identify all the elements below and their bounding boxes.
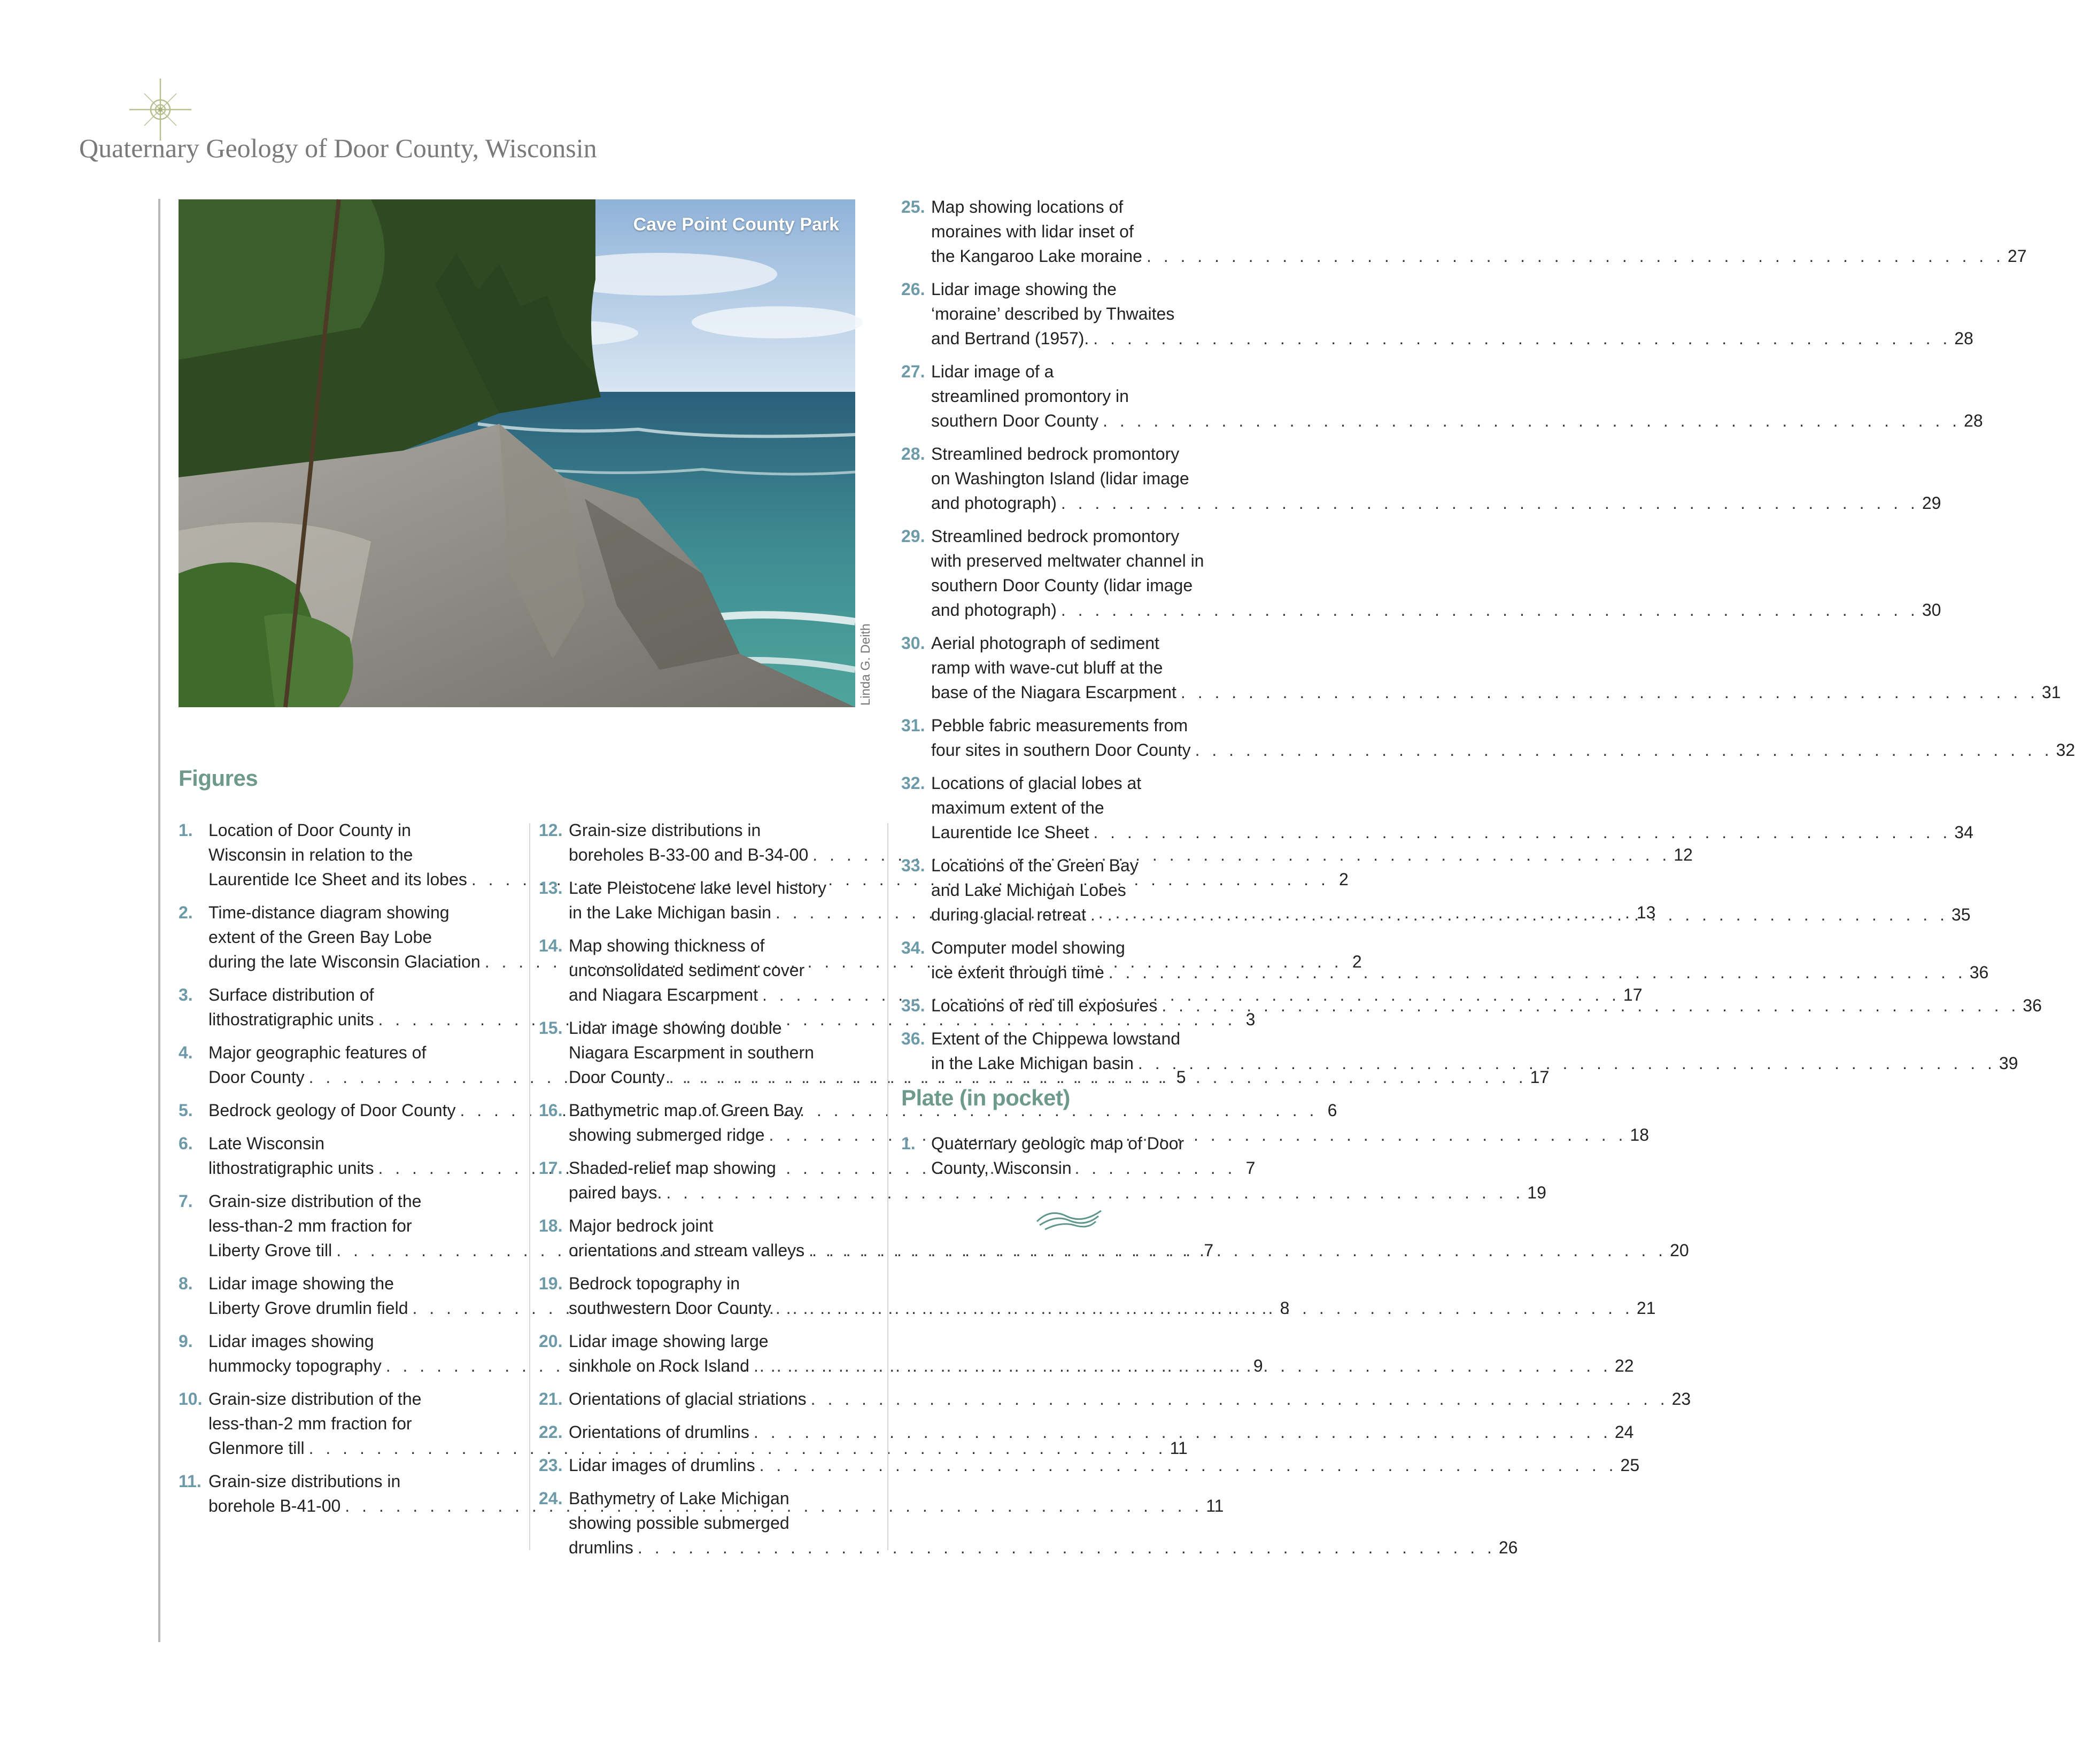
- page-number: 30: [1922, 600, 1941, 620]
- entry-number: 28.: [901, 444, 925, 463]
- figure-entry: [901, 442, 1941, 515]
- entry-number: 34.: [901, 938, 925, 957]
- entry-number: 19.: [539, 1274, 563, 1293]
- figure-entry: [901, 195, 2027, 268]
- page-number: 17: [1623, 985, 1643, 1004]
- page-number: 28: [1954, 329, 1973, 348]
- entry-line: Streamlined bedrock promontory: [931, 527, 1180, 546]
- entry-line: Laurentide Ice Sheet and its lobes: [208, 870, 467, 889]
- entry-line: Liberty Grove till: [208, 1241, 332, 1260]
- entry-text: [569, 1329, 1634, 1378]
- entry-line: Quaternary geologic map of Door: [931, 1134, 1184, 1153]
- entry-last-line: [569, 1353, 1634, 1378]
- entry-number: 16.: [539, 1101, 563, 1120]
- entry-last-line: [569, 1453, 1639, 1477]
- entry-line: Shaded-relief map showing: [569, 1158, 776, 1178]
- entry-number: 14.: [539, 936, 563, 955]
- leader-dots: [1134, 1051, 1996, 1076]
- entry-last-line: [931, 820, 1973, 845]
- page-number: 3: [1245, 1010, 1256, 1029]
- entry-text: [569, 1486, 1517, 1560]
- wave-ornament-icon: [1034, 1203, 1104, 1235]
- entry-number: 8.: [179, 1274, 193, 1293]
- entry-line: less-than-2 mm fraction for: [208, 1216, 412, 1235]
- entry-line: showing submerged ridge: [569, 1125, 765, 1144]
- entry-text: [931, 1131, 1238, 1180]
- entry-line: on Washington Island (lidar image: [931, 469, 1189, 488]
- entry-number: 4.: [179, 1043, 193, 1062]
- entry-number: 17.: [539, 1158, 563, 1178]
- entry-line: boreholes B-33-00 and B-34-00: [569, 845, 809, 864]
- entry-line: streamlined promontory in: [931, 386, 1129, 406]
- entry-last-line: [569, 1535, 1517, 1560]
- entry-number: 25.: [901, 197, 925, 216]
- entry-line: during the late Wisconsin Glaciation: [208, 952, 481, 971]
- page-number: 8: [1280, 1298, 1290, 1318]
- figure-entry: [539, 1329, 1634, 1378]
- entry-line: Orientations of glacial striations: [569, 1389, 807, 1409]
- entry-line: Door County: [569, 1067, 665, 1087]
- entry-number: 23.: [539, 1456, 563, 1475]
- entry-line: orientations and stream valleys: [569, 1241, 805, 1260]
- leader-dots: [1176, 680, 2039, 705]
- page-number: 11: [1206, 1496, 1224, 1515]
- entry-text: [931, 524, 1941, 622]
- entry-text: [931, 442, 1941, 515]
- page-number: 36: [2023, 996, 2042, 1015]
- entry-number: 33.: [901, 856, 925, 875]
- entry-line: Orientations of drumlins: [569, 1422, 749, 1442]
- page-number: 11: [1170, 1438, 1188, 1458]
- photo-credit: Linda G. Deith: [858, 623, 873, 706]
- entry-line: ramp with wave-cut bluff at the: [931, 658, 1163, 677]
- entry-line: less-than-2 mm fraction for: [208, 1414, 412, 1433]
- leader-dots: [633, 1535, 1496, 1560]
- entry-text: [931, 631, 2061, 705]
- figure-entry: [539, 1420, 1634, 1444]
- entry-line: lithostratigraphic units: [208, 1010, 374, 1029]
- page-number: 12: [1674, 845, 1693, 864]
- entry-line: Locations of red till exposures: [931, 996, 1158, 1015]
- entry-line: showing possible submerged: [569, 1513, 789, 1533]
- entry-line: Lidar image showing large: [569, 1332, 769, 1351]
- entry-last-line: [931, 993, 2042, 1018]
- entry-line: Extent of the Chippewa lowstand: [931, 1029, 1181, 1048]
- entry-line: Lidar images showing: [208, 1332, 374, 1351]
- column-divider: [529, 823, 530, 1550]
- entry-text: [569, 1387, 1691, 1411]
- entry-last-line: [931, 738, 2075, 762]
- entry-number: 5.: [179, 1101, 193, 1120]
- figure-entry: [539, 1453, 1640, 1477]
- entry-number: 1.: [901, 1134, 916, 1153]
- entry-number: 30.: [901, 633, 925, 653]
- entry-number: 3.: [179, 985, 193, 1004]
- entry-number: 6.: [179, 1134, 193, 1153]
- entry-line: Bedrock topography in: [569, 1274, 740, 1293]
- leader-dots: [1104, 960, 1966, 985]
- entry-last-line: [569, 1296, 1655, 1320]
- entry-last-line: [931, 902, 1970, 927]
- entry-line: Laurentide Ice Sheet: [931, 823, 1089, 842]
- page-number: 29: [1922, 493, 1941, 513]
- entry-line: moraines with lidar inset of: [931, 222, 1134, 241]
- entry-line: southern Door County (lidar image: [931, 576, 1193, 595]
- figure-entry: [539, 1213, 1689, 1263]
- figure-entry: [901, 359, 1983, 433]
- compass-rose-icon: [128, 78, 192, 142]
- entry-number: 31.: [901, 716, 925, 735]
- figure-entry: [901, 1026, 2018, 1076]
- entry-line: Lidar image showing the: [208, 1274, 394, 1293]
- leader-dots: [804, 1238, 1667, 1263]
- plate-entry: [901, 1131, 1238, 1180]
- figure-entry: [901, 277, 1973, 351]
- entry-line: sinkhole on Rock Island: [569, 1356, 749, 1375]
- entry-line: and Lake Michigan Lobes: [931, 880, 1126, 900]
- entry-line: during glacial retreat: [931, 905, 1086, 924]
- entry-number: 9.: [179, 1332, 193, 1351]
- entry-last-line: [931, 491, 1941, 515]
- entry-last-line: [931, 960, 1988, 985]
- entry-line: Pebble fabric measurements from: [931, 716, 1188, 735]
- entry-line: unconsolidated sediment cover: [569, 961, 805, 980]
- entry-text: [931, 195, 2026, 268]
- entry-line: ‘moraine’ described by Thwaites: [931, 304, 1175, 323]
- entry-last-line: [931, 408, 1983, 433]
- entry-text: [931, 359, 1983, 433]
- page-number: 2: [1339, 870, 1349, 889]
- leader-dots: [1191, 738, 2053, 762]
- page-number: 34: [1954, 823, 1973, 842]
- entry-last-line: [569, 1420, 1633, 1444]
- entry-line: Time-distance diagram showing: [208, 903, 450, 922]
- leader-dots: [1098, 408, 1961, 433]
- leader-dots: [1089, 820, 1951, 845]
- entry-line: ice extent through time: [931, 963, 1104, 982]
- leader-dots: [1057, 598, 1919, 622]
- entry-last-line: [931, 326, 1973, 351]
- entry-text: [931, 277, 1973, 351]
- entry-text: [569, 1213, 1689, 1263]
- entry-number: 18.: [539, 1216, 563, 1235]
- entry-last-line: [569, 1238, 1689, 1263]
- leader-dots: [1089, 326, 1951, 351]
- entry-line: Surface distribution of: [208, 985, 374, 1004]
- figure-entry: [901, 771, 1973, 845]
- page-number: 24: [1614, 1422, 1634, 1442]
- margin-rule: [158, 199, 160, 1642]
- page-number: 18: [1630, 1125, 1649, 1144]
- page-number: 19: [1527, 1183, 1546, 1202]
- entry-number: 35.: [901, 996, 925, 1015]
- entry-number: 20.: [539, 1332, 563, 1351]
- page-title: Quaternary Geology of Door County, Wisconsin: [79, 133, 597, 163]
- entry-number: 15.: [539, 1018, 563, 1038]
- entry-line: Computer model showing: [931, 938, 1125, 957]
- page-number: 5: [1176, 1067, 1186, 1087]
- page-number: 27: [2007, 246, 2027, 266]
- entry-line: Wisconsin in relation to the: [208, 845, 413, 864]
- page-number: 7: [1204, 1241, 1214, 1260]
- entry-text: [931, 853, 1970, 927]
- entry-line: Grain-size distributions in: [208, 1472, 401, 1491]
- page-number: 28: [1964, 411, 1983, 430]
- entry-number: 22.: [539, 1422, 563, 1442]
- page-number: 36: [1969, 963, 1989, 982]
- entry-line: extent of the Green Bay Lobe: [208, 927, 432, 947]
- page-number: 22: [1614, 1356, 1634, 1375]
- column-divider: [887, 823, 888, 1550]
- leader-dots: [755, 1453, 1617, 1477]
- entry-number: 24.: [539, 1489, 563, 1508]
- entry-line: Lidar image showing the: [931, 280, 1117, 299]
- entry-last-line: [569, 1387, 1691, 1411]
- entry-line: southern Door County: [931, 411, 1099, 430]
- figure-entry: [901, 713, 2075, 762]
- entry-text: [569, 1420, 1633, 1444]
- entry-number: 1.: [179, 821, 193, 840]
- entry-number: 10.: [179, 1389, 203, 1409]
- entry-line: and photograph): [931, 493, 1057, 513]
- entry-line: Locations of the Green Bay: [931, 856, 1139, 875]
- entry-line: Major geographic features of: [208, 1043, 427, 1062]
- page-number: 2: [1352, 952, 1362, 971]
- entry-line: Location of Door County in: [208, 821, 411, 840]
- entry-line: Grain-size distributions in: [569, 821, 761, 840]
- entry-last-line: [931, 598, 1941, 622]
- entry-line: base of the Niagara Escarpment: [931, 683, 1176, 702]
- leader-dots: [807, 1387, 1669, 1411]
- entry-line: Bathymetry of Lake Michigan: [569, 1489, 789, 1508]
- entry-line: with preserved meltwater channel in: [931, 551, 1204, 570]
- leader-dots: [749, 1420, 1612, 1444]
- coastline-illustration: [179, 199, 855, 707]
- entry-line: lithostratigraphic units: [208, 1158, 374, 1178]
- figure-entry: [539, 1387, 1691, 1411]
- entry-line: Liberty Grove drumlin field: [208, 1298, 408, 1318]
- entry-text: [931, 993, 2042, 1018]
- entry-text: [569, 1453, 1639, 1477]
- entry-number: 11.: [179, 1472, 202, 1491]
- entry-last-line: [931, 1051, 2018, 1076]
- entry-line: and Niagara Escarpment: [569, 985, 758, 1004]
- page-number: 6: [1327, 1101, 1337, 1120]
- entry-text: [931, 935, 1988, 985]
- page-number: 13: [1636, 903, 1656, 922]
- entry-text: [931, 713, 2075, 762]
- entry-number: 29.: [901, 527, 925, 546]
- page-number: 23: [1671, 1389, 1691, 1409]
- leader-dots: [1157, 993, 2019, 1018]
- entry-line: Streamlined bedrock promontory: [931, 444, 1180, 463]
- page-number: 26: [1498, 1538, 1518, 1557]
- entry-line: Late Pleistocene lake level history: [569, 878, 827, 898]
- page-number: 7: [1245, 1158, 1256, 1178]
- entry-line: Door County: [208, 1067, 305, 1087]
- entry-number: 12.: [539, 821, 563, 840]
- entry-number: 26.: [901, 280, 925, 299]
- entry-line: paired bays.: [569, 1183, 662, 1202]
- entry-line: in the Lake Michigan basin: [931, 1054, 1134, 1073]
- figure-entry: [539, 1271, 1656, 1320]
- leader-dots: [1086, 902, 1948, 927]
- entry-line: Niagara Escarpment in southern: [569, 1043, 814, 1062]
- entry-line: Glenmore till: [208, 1438, 305, 1458]
- entry-line: Bathymetric map of Green Bay: [569, 1101, 803, 1120]
- entry-number: 2.: [179, 903, 193, 922]
- figure-entry: [901, 935, 1989, 985]
- entry-line: Late Wisconsin: [208, 1134, 324, 1153]
- entry-line: and Bertrand (1957).: [931, 329, 1089, 348]
- figure-entry: [901, 524, 1941, 622]
- entry-line: borehole B-41-00: [208, 1496, 341, 1515]
- entry-line: maximum extent of the: [931, 798, 1104, 817]
- entry-line: Major bedrock joint: [569, 1216, 714, 1235]
- entry-line: Lidar image showing double: [569, 1018, 782, 1038]
- entry-last-line: [931, 680, 2061, 705]
- entry-text: [931, 771, 1973, 845]
- entry-text: [569, 1271, 1655, 1320]
- entry-number: 36.: [901, 1029, 925, 1048]
- entry-line: Aerial photograph of sediment: [931, 633, 1159, 653]
- entry-line: Map showing locations of: [931, 197, 1124, 216]
- entry-last-line: [931, 1156, 1238, 1180]
- photo-caption: Cave Point County Park: [633, 214, 839, 235]
- plate-heading: Plate (in pocket): [901, 1085, 1070, 1110]
- leader-dots: [771, 1296, 1633, 1320]
- leader-dots: [749, 1353, 1612, 1378]
- page-number: 39: [1999, 1054, 2018, 1073]
- cover-photo: [179, 199, 855, 707]
- entry-line: Map showing thickness of: [569, 936, 765, 955]
- entry-line: in the Lake Michigan basin: [569, 903, 771, 922]
- entry-line: Lidar images of drumlins: [569, 1456, 755, 1475]
- entry-line: Grain-size distribution of the: [208, 1389, 422, 1409]
- page-number: 25: [1620, 1456, 1640, 1475]
- entry-line: and photograph): [931, 600, 1057, 620]
- entry-line: Lidar image of a: [931, 362, 1054, 381]
- entry-line: southwestern Door County: [569, 1298, 771, 1318]
- page-number: 35: [1951, 905, 1971, 924]
- entry-number: 7.: [179, 1192, 193, 1211]
- entry-text: [931, 1026, 2018, 1076]
- entry-line: Bedrock geology of Door County: [208, 1101, 456, 1120]
- entry-number: 13.: [539, 878, 563, 898]
- entry-number: 32.: [901, 773, 925, 793]
- entry-line: four sites in southern Door County: [931, 740, 1191, 760]
- entry-number: 21.: [539, 1389, 563, 1409]
- page-number: 17: [1530, 1067, 1550, 1087]
- entry-line: Grain-size distribution of the: [208, 1192, 422, 1211]
- entry-last-line: [931, 244, 2026, 268]
- figure-entry: [901, 631, 2061, 705]
- page-number: 31: [2041, 683, 2061, 702]
- page-number: 9: [1253, 1356, 1263, 1375]
- entry-number: 27.: [901, 362, 925, 381]
- entry-line: hummocky topography: [208, 1356, 382, 1375]
- plates-list: [901, 1131, 1238, 1189]
- entry-line: drumlins: [569, 1538, 633, 1557]
- entry-line: Locations of glacial lobes at: [931, 773, 1142, 793]
- leader-dots: [1057, 491, 1919, 515]
- page-number: 20: [1670, 1241, 1689, 1260]
- leader-dots: [1142, 244, 2004, 268]
- entry-line: County, Wisconsin: [931, 1158, 1072, 1178]
- page-number: 21: [1636, 1298, 1656, 1318]
- entry-line: the Kangaroo Lake moraine: [931, 246, 1142, 266]
- page-number: 32: [2056, 740, 2075, 760]
- figures-heading: Figures: [179, 765, 258, 791]
